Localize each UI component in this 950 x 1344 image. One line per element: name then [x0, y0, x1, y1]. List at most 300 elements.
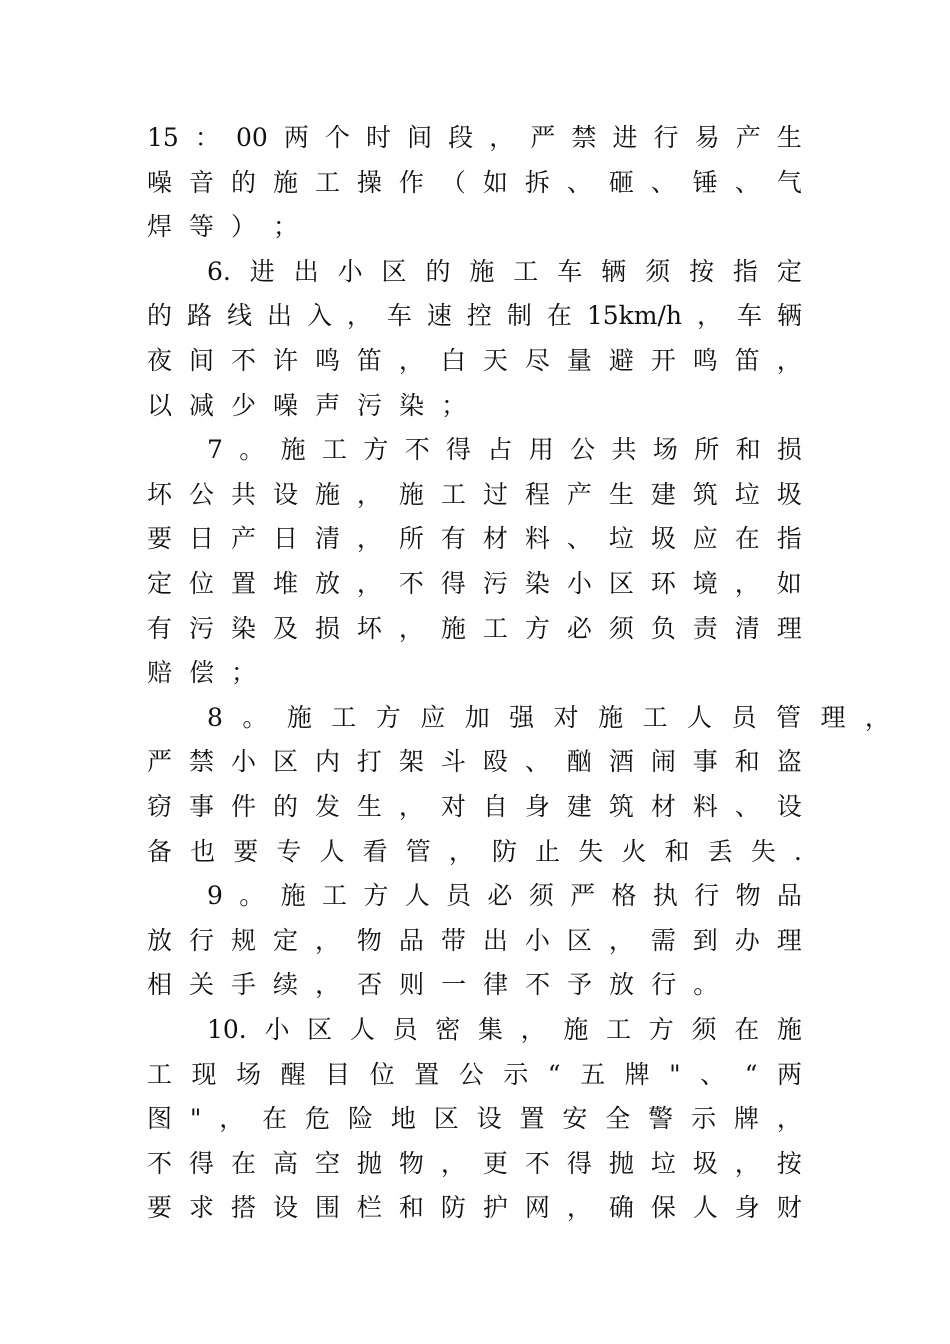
glyph: 禁 — [188, 747, 214, 777]
glyph: 求 — [188, 1193, 214, 1223]
glyph: 定 — [147, 569, 173, 598]
text-line — [207, 433, 802, 467]
glyph: ； — [441, 390, 467, 420]
glyph: 办 — [734, 925, 760, 955]
glyph: 身 — [734, 1193, 760, 1223]
glyph: 人 — [404, 881, 430, 911]
glyph: 须 — [528, 881, 554, 911]
glyph: 失 — [578, 836, 604, 866]
text-line — [207, 879, 802, 913]
glyph: 加 — [464, 702, 490, 732]
glyph: 清 — [314, 524, 340, 554]
glyph: 坏 — [356, 613, 382, 643]
glyph: 闹 — [650, 747, 676, 777]
glyph: 品 — [398, 925, 424, 955]
glyph: 如 — [776, 569, 802, 598]
glyph: 产 — [230, 524, 256, 554]
glyph: 不 — [525, 970, 551, 1000]
glyph: 垃 — [734, 479, 760, 509]
glyph: 工 — [606, 1015, 632, 1044]
glyph: 的 — [147, 301, 173, 331]
glyph: 方 — [363, 435, 389, 465]
text-line — [147, 522, 802, 556]
glyph: 公 — [188, 479, 214, 509]
text-line — [147, 745, 802, 779]
glyph: 日 — [188, 524, 214, 554]
glyph: 、 — [650, 167, 676, 197]
glyph: 应 — [420, 702, 446, 732]
glyph: 否 — [357, 970, 383, 1000]
glyph: ， — [608, 925, 634, 955]
glyph: 在 — [230, 1148, 256, 1178]
glyph: 间 — [407, 123, 433, 152]
glyph: 、 — [734, 167, 760, 197]
glyph: 施 — [469, 256, 495, 286]
glyph: 污 — [357, 390, 383, 420]
glyph: 身 — [524, 792, 550, 821]
glyph: 指 — [732, 256, 758, 286]
glyph: 夜 — [147, 346, 173, 375]
glyph: 过 — [482, 479, 508, 509]
glyph: 圾 — [650, 524, 676, 554]
glyph: 设 — [776, 792, 802, 821]
glyph: " — [669, 1059, 681, 1089]
glyph: ， — [520, 1015, 546, 1044]
text-line — [147, 1102, 802, 1136]
glyph: 时 — [365, 123, 391, 152]
glyph: 围 — [314, 1193, 340, 1223]
glyph: 对 — [440, 792, 466, 821]
text-line — [147, 835, 802, 869]
glyph: 理 — [776, 613, 802, 643]
glyph: ， — [398, 346, 424, 375]
glyph: ， — [489, 123, 515, 152]
glyph: 事 — [692, 747, 718, 777]
glyph: 噪 — [273, 390, 299, 420]
glyph: 示 — [691, 1104, 717, 1134]
glyph: “ — [744, 1059, 758, 1089]
glyph: 打 — [356, 747, 382, 777]
glyph: 和 — [735, 435, 761, 465]
glyph: 置 — [230, 569, 256, 598]
glyph: ， — [346, 301, 372, 331]
glyph: 、 — [734, 792, 760, 821]
text-line — [147, 790, 802, 824]
glyph: ， — [356, 479, 382, 509]
glyph: 定 — [776, 256, 802, 286]
glyph: 生 — [776, 123, 802, 152]
glyph: 占 — [487, 435, 513, 465]
glyph: 施 — [776, 1015, 802, 1044]
glyph: 拆 — [524, 167, 550, 197]
glyph: 对 — [553, 702, 579, 732]
glyph: 施 — [563, 1015, 589, 1044]
glyph: 7 — [207, 435, 223, 465]
glyph: 理 — [820, 702, 846, 732]
glyph: 两 — [283, 123, 309, 152]
glyph: 酗 — [566, 747, 592, 777]
glyph: 防 — [492, 836, 518, 866]
glyph: 有 — [147, 613, 173, 643]
glyph: 小 — [230, 747, 256, 777]
glyph: 员 — [446, 881, 472, 911]
glyph: ， — [566, 1193, 592, 1223]
glyph: 减 — [189, 390, 215, 420]
glyph: 危 — [305, 1104, 331, 1134]
glyph: 示 — [503, 1059, 529, 1089]
glyph: 圾 — [692, 1148, 718, 1178]
glyph: 予 — [567, 970, 593, 1000]
glyph: ， — [776, 346, 802, 375]
glyph: 出 — [266, 301, 292, 331]
glyph: ， — [219, 1104, 245, 1134]
glyph: 入 — [306, 301, 332, 331]
glyph: 必 — [487, 881, 513, 911]
glyph: 声 — [315, 390, 341, 420]
glyph: 施 — [398, 479, 424, 509]
glyph: 按 — [776, 1148, 802, 1178]
glyph: 施 — [286, 702, 312, 732]
glyph: 避 — [608, 346, 634, 375]
glyph: 15km/h — [586, 301, 683, 331]
glyph: 区 — [381, 256, 407, 286]
glyph: 染 — [524, 569, 550, 598]
text-line — [147, 344, 802, 378]
text-line — [207, 1013, 802, 1047]
glyph: 责 — [692, 613, 718, 643]
glyph: 应 — [692, 524, 718, 554]
glyph: 许 — [272, 346, 298, 375]
glyph: 设 — [476, 1104, 502, 1134]
glyph: ， — [440, 1148, 466, 1178]
glyph: 设 — [272, 1193, 298, 1223]
glyph: ， — [697, 301, 723, 331]
glyph: 染 — [230, 613, 256, 643]
glyph: 止 — [535, 836, 561, 866]
glyph: 窃 — [147, 792, 173, 821]
glyph: 人 — [692, 1193, 718, 1223]
glyph: 在 — [262, 1104, 288, 1134]
glyph: 损 — [776, 435, 802, 465]
glyph: 酒 — [608, 747, 634, 777]
glyph: 鸣 — [692, 346, 718, 375]
glyph: 得 — [566, 1148, 592, 1178]
glyph: 严 — [570, 881, 596, 911]
glyph: 操 — [356, 167, 382, 197]
glyph: 10. — [207, 1015, 247, 1044]
glyph: ， — [398, 792, 424, 821]
glyph: 高 — [272, 1148, 298, 1178]
glyph: 施 — [440, 613, 466, 643]
glyph: 场 — [236, 1059, 262, 1089]
glyph: 手 — [231, 970, 257, 1000]
glyph: 焊 — [147, 212, 173, 242]
glyph: 牌 — [733, 1104, 759, 1134]
glyph: （ — [440, 167, 466, 197]
glyph: 人 — [319, 836, 345, 866]
glyph: 置 — [414, 1059, 440, 1089]
glyph: 事 — [188, 792, 214, 821]
glyph: 、 — [566, 524, 592, 554]
text-line — [147, 299, 802, 333]
glyph: 材 — [482, 524, 508, 554]
glyph: 圾 — [776, 479, 802, 509]
text-line — [147, 924, 802, 958]
glyph: 控 — [466, 301, 492, 331]
glyph: 区 — [307, 1015, 333, 1044]
glyph: 管 — [405, 836, 431, 866]
glyph: 方 — [363, 881, 389, 911]
text-line — [147, 389, 802, 423]
glyph: 小 — [337, 256, 363, 286]
glyph: 带 — [440, 925, 466, 955]
glyph: 作 — [398, 167, 424, 197]
glyph: ， — [398, 613, 424, 643]
glyph: 规 — [230, 925, 256, 955]
glyph: 续 — [273, 970, 299, 1000]
glyph: 开 — [650, 346, 676, 375]
glyph: 行 — [653, 123, 679, 152]
glyph: 场 — [652, 435, 678, 465]
glyph: 定 — [272, 925, 298, 955]
glyph: 、 — [524, 747, 550, 777]
text-line — [147, 1191, 802, 1225]
glyph: 不 — [147, 1148, 173, 1178]
glyph: 垃 — [608, 524, 634, 554]
glyph: 产 — [735, 123, 761, 152]
glyph: 筑 — [692, 479, 718, 509]
text-line — [147, 210, 802, 244]
glyph: 笛 — [356, 346, 382, 375]
glyph: 殴 — [482, 747, 508, 777]
glyph: 少 — [231, 390, 257, 420]
glyph: 须 — [608, 613, 634, 643]
glyph: 员 — [392, 1015, 418, 1044]
text-line — [147, 478, 802, 512]
glyph: 火 — [621, 836, 647, 866]
glyph: 施 — [280, 881, 306, 911]
glyph: 尽 — [524, 346, 550, 375]
glyph: 。 — [239, 435, 265, 465]
glyph: 不 — [398, 569, 424, 598]
glyph: 日 — [272, 524, 298, 554]
glyph: 出 — [482, 925, 508, 955]
glyph: 小 — [566, 569, 592, 598]
glyph: 位 — [188, 569, 214, 598]
glyph: 方 — [524, 613, 550, 643]
glyph: 等 — [189, 212, 215, 242]
glyph: 人 — [349, 1015, 375, 1044]
glyph: 的 — [425, 256, 451, 286]
glyph: 行 — [694, 881, 720, 911]
glyph: 严 — [530, 123, 556, 152]
glyph: 管 — [775, 702, 801, 732]
glyph: 必 — [566, 613, 592, 643]
glyph: 律 — [483, 970, 509, 1000]
glyph: 得 — [440, 569, 466, 598]
glyph: 施 — [314, 479, 340, 509]
glyph: 险 — [347, 1104, 373, 1134]
glyph: 区 — [608, 569, 634, 598]
glyph: 损 — [314, 613, 340, 643]
glyph: 保 — [650, 1193, 676, 1223]
glyph: ） — [231, 212, 257, 242]
glyph: 车 — [386, 301, 412, 331]
glyph: 速 — [426, 301, 452, 331]
glyph: 施 — [280, 435, 306, 465]
glyph: 线 — [226, 301, 252, 331]
glyph: ， — [864, 702, 890, 732]
glyph: ； — [231, 658, 257, 688]
glyph: 空 — [314, 1148, 340, 1178]
glyph: 辆 — [601, 256, 627, 286]
glyph: 噪 — [147, 167, 173, 197]
glyph: " — [189, 1104, 202, 1134]
glyph: 用 — [528, 435, 554, 465]
glyph: 警 — [648, 1104, 674, 1134]
glyph: 气 — [776, 167, 802, 197]
glyph: 区 — [566, 925, 592, 955]
glyph: 按 — [688, 256, 714, 286]
glyph: 设 — [272, 479, 298, 509]
glyph: 易 — [694, 123, 720, 152]
glyph: 有 — [440, 524, 466, 554]
glyph: 。 — [242, 702, 268, 732]
glyph: 图 — [147, 1104, 173, 1134]
glyph: 和 — [398, 1193, 424, 1223]
glyph: 不 — [230, 346, 256, 375]
glyph: ， — [315, 970, 341, 1000]
glyph: 工 — [331, 702, 357, 732]
glyph: 在 — [734, 1015, 760, 1044]
glyph: 公 — [458, 1059, 484, 1089]
glyph: 密 — [435, 1015, 461, 1044]
glyph: 牌 — [624, 1059, 650, 1089]
glyph: 建 — [650, 479, 676, 509]
glyph: 制 — [506, 301, 532, 331]
glyph: 失 — [750, 836, 776, 866]
glyph: 6. — [207, 256, 231, 286]
glyph: 方 — [648, 1015, 674, 1044]
text-line — [147, 121, 802, 155]
glyph: 专 — [276, 836, 302, 866]
glyph: 护 — [482, 1193, 508, 1223]
glyph: 指 — [776, 524, 802, 554]
glyph: 清 — [734, 613, 760, 643]
glyph: 抛 — [356, 1148, 382, 1178]
glyph: 00 — [235, 123, 268, 152]
glyph: 醒 — [280, 1059, 306, 1089]
glyph: 料 — [692, 792, 718, 821]
glyph: 环 — [650, 569, 676, 598]
glyph: 工 — [513, 256, 539, 286]
glyph: 到 — [692, 925, 718, 955]
glyph: 物 — [735, 881, 761, 911]
glyph: 要 — [233, 836, 259, 866]
glyph: 的 — [230, 167, 256, 197]
glyph: 放 — [147, 925, 173, 955]
glyph: 五 — [580, 1059, 606, 1089]
glyph: 和 — [734, 747, 760, 777]
text-line — [147, 656, 802, 690]
glyph: 污 — [188, 613, 214, 643]
glyph: 更 — [482, 1148, 508, 1178]
glyph: ， — [734, 569, 760, 598]
glyph: 产 — [566, 479, 592, 509]
glyph: 架 — [398, 747, 424, 777]
glyph: 财 — [776, 1193, 802, 1223]
glyph: 负 — [650, 613, 676, 643]
text-line — [147, 612, 802, 646]
glyph: 置 — [519, 1104, 545, 1134]
glyph: 车 — [736, 301, 762, 331]
glyph: 如 — [482, 167, 508, 197]
glyph: 要 — [147, 524, 173, 554]
glyph: 9 — [207, 881, 223, 911]
glyph: 共 — [230, 479, 256, 509]
glyph: ， — [356, 569, 382, 598]
glyph: 防 — [440, 1193, 466, 1223]
glyph: . — [793, 836, 802, 866]
glyph: 自 — [482, 792, 508, 821]
text-line — [147, 166, 802, 200]
glyph: 也 — [190, 836, 216, 866]
glyph: 方 — [375, 702, 401, 732]
glyph: 堆 — [272, 569, 298, 598]
glyph: 全 — [605, 1104, 631, 1134]
glyph: ； — [273, 212, 299, 242]
glyph: 生 — [356, 792, 382, 821]
glyph: 路 — [186, 301, 212, 331]
glyph: 白 — [440, 346, 466, 375]
glyph: 所 — [398, 524, 424, 554]
glyph: 8 — [207, 702, 223, 732]
glyph: 则 — [399, 970, 425, 1000]
glyph: 区 — [272, 747, 298, 777]
text-line — [147, 968, 802, 1002]
glyph: 坏 — [147, 479, 173, 509]
glyph: 得 — [188, 1148, 214, 1178]
glyph: 行 — [188, 925, 214, 955]
glyph: 严 — [147, 747, 173, 777]
glyph: 工 — [440, 479, 466, 509]
glyph: 集 — [477, 1015, 503, 1044]
glyph: 出 — [293, 256, 319, 286]
glyph: 工 — [147, 1059, 173, 1089]
text-line — [147, 1058, 802, 1092]
glyph: ， — [356, 524, 382, 554]
glyph: 段 — [448, 123, 474, 152]
glyph: 染 — [399, 390, 425, 420]
glyph: 安 — [562, 1104, 588, 1134]
glyph: 在 — [546, 301, 572, 331]
glyph: 间 — [188, 346, 214, 375]
glyph: 生 — [608, 479, 634, 509]
glyph: 放 — [609, 970, 635, 1000]
glyph: 材 — [650, 792, 676, 821]
glyph: 、 — [700, 1059, 726, 1089]
glyph: 锤 — [692, 167, 718, 197]
glyph: ， — [776, 1104, 802, 1134]
glyph: 、 — [566, 167, 592, 197]
glyph: 备 — [147, 836, 173, 866]
text-line — [147, 1147, 802, 1181]
glyph: 量 — [566, 346, 592, 375]
glyph: 音 — [188, 167, 214, 197]
glyph: 赔 — [147, 658, 173, 688]
glyph: 小 — [264, 1015, 290, 1044]
glyph: 人 — [687, 702, 713, 732]
